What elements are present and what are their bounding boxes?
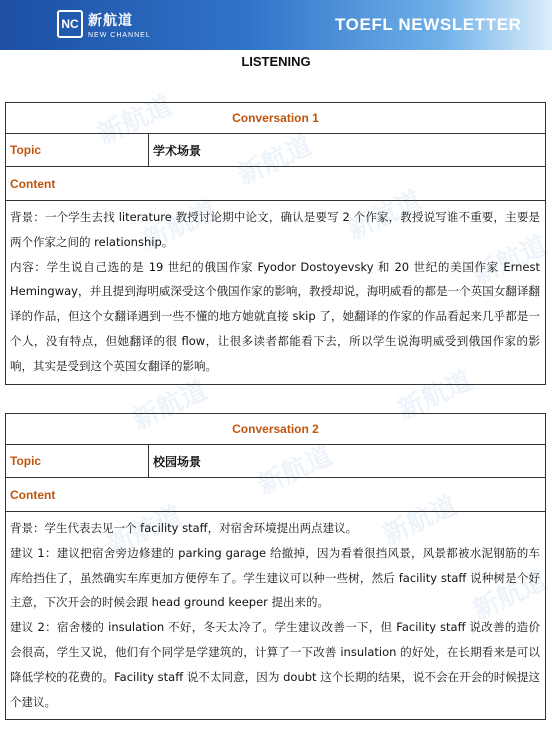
topic-label: Topic bbox=[6, 134, 149, 166]
watermark: 新航道 bbox=[102, 499, 187, 560]
logo-mark-icon: NC bbox=[57, 10, 83, 38]
section-title: LISTENING bbox=[241, 54, 311, 69]
watermark: 新航道 bbox=[467, 229, 552, 290]
logo-english-name: NEW CHANNEL bbox=[88, 31, 151, 39]
watermark: 新航道 bbox=[252, 439, 337, 500]
logo bbox=[57, 9, 151, 39]
content-body bbox=[6, 512, 545, 719]
watermark: 新航道 bbox=[232, 129, 317, 190]
conversation-title: Conversation 1 bbox=[6, 103, 545, 134]
logo-chinese-name: 新航道 bbox=[88, 12, 133, 29]
topic-row bbox=[6, 134, 545, 167]
content-label: Content bbox=[6, 167, 545, 201]
watermark: 新航道 bbox=[92, 89, 177, 150]
conversation-1-table bbox=[5, 102, 546, 385]
watermark: 新航道 bbox=[467, 564, 552, 625]
newsletter-title: TOEFL NEWSLETTER bbox=[335, 15, 522, 34]
content-paragraph: 建议 1：建议把宿舍旁边修建的 parking garage 给撤掉，因为看着很挡风景，风景都被水泥钢筋的车库给挡住了，虽然确实车库更加方便停车了。学生建议可以种一些树，然后 facility staff 说种树是个好主意，下次开会的时候会跟 head ground keeper 提出来的。 bbox=[10, 545, 540, 610]
content-body bbox=[6, 201, 545, 384]
topic-row bbox=[6, 445, 545, 478]
topic-label: Topic bbox=[6, 445, 149, 477]
content-paragraph: 背景：学生代表去见一个 facility staff，对宿舍环境提出两点建议。 bbox=[10, 521, 358, 535]
content-paragraph: 背景：一个学生去找 literature 教授讨论期中论文，确认是要写 2 个作家，教授说写谁不重要，主要是两个作家之间的 relationship。 bbox=[10, 210, 540, 249]
conversation-title: Conversation 2 bbox=[6, 414, 545, 445]
watermark: 新航道 bbox=[377, 489, 462, 550]
watermark: 新航道 bbox=[342, 184, 427, 245]
header-banner bbox=[0, 0, 552, 50]
watermark: 新航道 bbox=[127, 374, 212, 435]
watermark: 新航道 bbox=[392, 364, 477, 425]
content-paragraph: 内容：学生说自己选的是 19 世纪的俄国作家 Fyodor Dostoyevsky 和 20 世纪的美国作家 Ernest Hemingway，并且提到海明威深受这个俄国作家的影响，教授却说，海明威看的都是一个英国女翻译翻译的作品，但这个女翻译遇到一些不懂的地方她就直接 skip 了，她翻译的作家的作品看起来几乎都是一个人，没有特点，但她翻译的很 flow，让很多读者都能看下去，所以学生说海明威受到俄国作家的影响，其实是受到这个英国女翻译的影响。 bbox=[10, 259, 540, 373]
conversation-2-table bbox=[5, 413, 546, 720]
watermark: 新航道 bbox=[137, 194, 222, 255]
topic-value: 校园场景 bbox=[153, 454, 202, 469]
content-label: Content bbox=[6, 478, 545, 512]
topic-value: 学术场景 bbox=[153, 143, 202, 158]
content-paragraph: 建议 2：宿舍楼的 insulation 不好，冬天太冷了。学生建议改善一下，但 Facility staff 说改善的造价会很高，学生又说，他们有个同学是学建筑的，计算了一下改善 insulation 的好处，在长期看来是可以降低学校的花费的。Facility staff 说不太同意，因为 doubt 这个长期的结果，说不会在开会的时候提这个建议。 bbox=[10, 620, 540, 709]
